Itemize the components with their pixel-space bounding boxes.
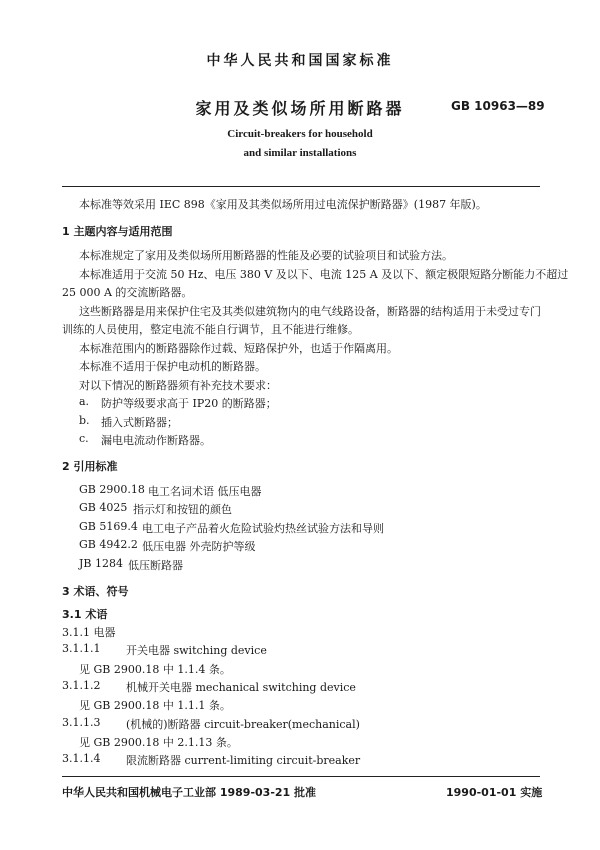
section-3-heading: 3 术语、符号 xyxy=(62,585,129,598)
section-2-heading: 2 引用标准 xyxy=(62,460,118,473)
list-item-text: 漏电电流动作断路器。 xyxy=(101,434,211,447)
list-item-text: 插入式断路器； xyxy=(101,416,178,429)
reference-code: GB 5169.4 xyxy=(79,520,138,533)
reference-title: 低压电器 外壳防护等级 xyxy=(142,540,256,553)
term-definition: (机械的)断路器 circuit-breaker(mechanical) xyxy=(126,718,360,731)
list-item-label: a. xyxy=(79,395,90,408)
term-number: 3.1.1.2 xyxy=(62,679,101,692)
list-item-label: b. xyxy=(79,414,90,427)
section-1-para-3b: 训练的人员使用，整定电流不能自行调节，且不能进行维修。 xyxy=(62,323,359,336)
reference-title: 低压断路器 xyxy=(128,559,183,572)
effective-date: 1990-01-01 实施 xyxy=(446,786,543,799)
reference-code: GB 2900.18 xyxy=(79,483,145,496)
term-definition: 限流断路器 current-limiting circuit-breaker xyxy=(126,754,361,767)
document-title-en-line1: Circuit-breakers for household xyxy=(227,128,373,140)
list-item-label: c. xyxy=(79,432,89,445)
intro-paragraph: 本标准等效采用 IEC 898《家用及其类似场所用过电流保护断路器》(1987 年版)。 xyxy=(79,198,487,211)
document-title-en-line2: and similar installations xyxy=(243,147,357,159)
approval-line: 中华人民共和国机械电子工业部 1989-03-21 批准 xyxy=(62,786,317,799)
list-item-text: 防护等级要求高于 IP20 的断路器； xyxy=(101,397,277,410)
section-1-para-2b: 25 000 A 的交流断路器。 xyxy=(62,286,193,299)
reference-code: GB 4942.2 xyxy=(79,538,138,551)
header-divider xyxy=(62,186,540,187)
footer-divider xyxy=(62,776,540,777)
document-title-cn: 家用及类似场所用断路器 xyxy=(195,99,405,118)
term-number: 3.1.1.1 xyxy=(62,642,101,655)
clause-3-1-1-heading: 3.1.1 电器 xyxy=(62,626,116,639)
section-1-para-2a: 本标准适用于交流 50 Hz、电压 380 V 及以下、电流 125 A 及以下、额定极限短路分断能力不超过 xyxy=(79,268,569,281)
section-1-heading: 1 主题内容与适用范围 xyxy=(62,225,173,238)
term-reference: 见 GB 2900.18 中 1.1.1 条。 xyxy=(79,699,231,712)
term-definition: 机械开关电器 mechanical switching device xyxy=(126,681,356,694)
reference-title: 电工名词术语 低压电器 xyxy=(148,485,262,498)
section-1-para-5: 本标准不适用于保护电动机的断路器。 xyxy=(79,360,266,373)
clause-3-1-heading: 3.1 术语 xyxy=(62,608,108,621)
section-1-para-4: 本标准范围内的断路器除作过载、短路保护外，也适于作隔离用。 xyxy=(79,342,398,355)
reference-code: JB 1284 xyxy=(79,557,123,570)
term-definition: 开关电器 switching device xyxy=(126,644,267,657)
reference-title: 指示灯和按钮的颜色 xyxy=(133,503,232,516)
term-reference: 见 GB 2900.18 中 2.1.13 条。 xyxy=(79,736,238,749)
term-reference: 见 GB 2900.18 中 1.1.4 条。 xyxy=(79,663,231,676)
section-1-para-6: 对以下情况的断路器须有补充技术要求： xyxy=(79,379,277,392)
term-number: 3.1.1.4 xyxy=(62,752,101,765)
term-number: 3.1.1.3 xyxy=(62,716,101,729)
reference-title: 电工电子产品着火危险试验灼热丝试验方法和导则 xyxy=(142,522,384,535)
issuing-authority-header: 中华人民共和国国家标准 xyxy=(206,53,394,69)
standard-number: GB 10963—89 xyxy=(451,99,545,113)
reference-code: GB 4025 xyxy=(79,501,128,514)
section-1-para-3a: 这些断路器是用来保护住宅及其类似建筑物内的电气线路设备，断路器的结构适用于未受过专门 xyxy=(79,305,541,318)
section-1-para-1: 本标准规定了家用及类似场所用断路器的性能及必要的试验项目和试验方法。 xyxy=(79,249,453,262)
